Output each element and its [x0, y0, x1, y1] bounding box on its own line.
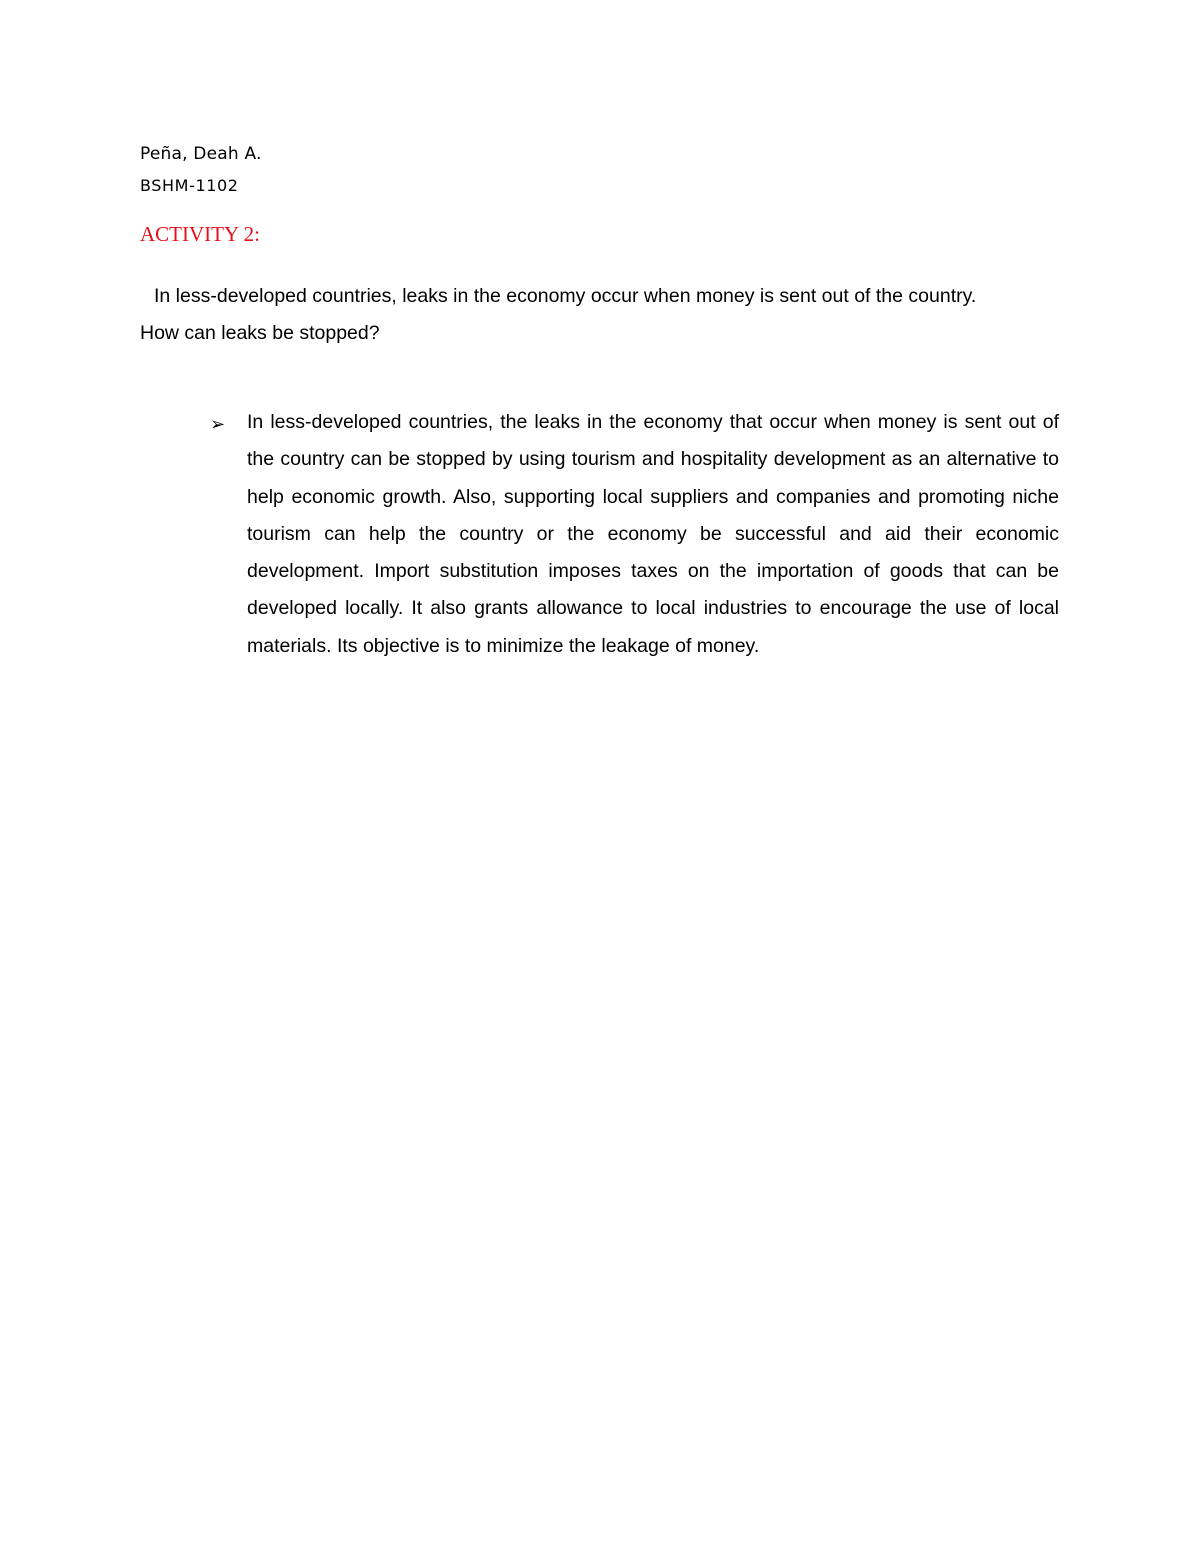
author-name: Peña, Deah A. — [140, 144, 262, 164]
activity-title: ACTIVITY 2: — [140, 222, 260, 246]
section-code: BSHM-1102 — [140, 176, 239, 195]
answer-text: In less-developed countries, the leaks in the economy that occur when money is sent out of the country can be stopped by using tourism and hospitality development as an alternative to help economic growth. Also, supporting local suppliers and companies and promoting niche tourism can help the country or the economy be successful and aid their economic development. Import substitution imposes taxes on the importation of goods that can be developed locally. It also grants allowance to local industries to encourage the use of local materials. Its objective is to minimize the leakage of money. — [247, 411, 1059, 657]
arrow-bullet-icon: ➢ — [210, 414, 226, 435]
answer-list-item — [210, 404, 1060, 665]
question-text: In less-developed countries, leaks in the economy occur when money is sent out of the country. How can leaks be stopped? — [140, 285, 977, 344]
